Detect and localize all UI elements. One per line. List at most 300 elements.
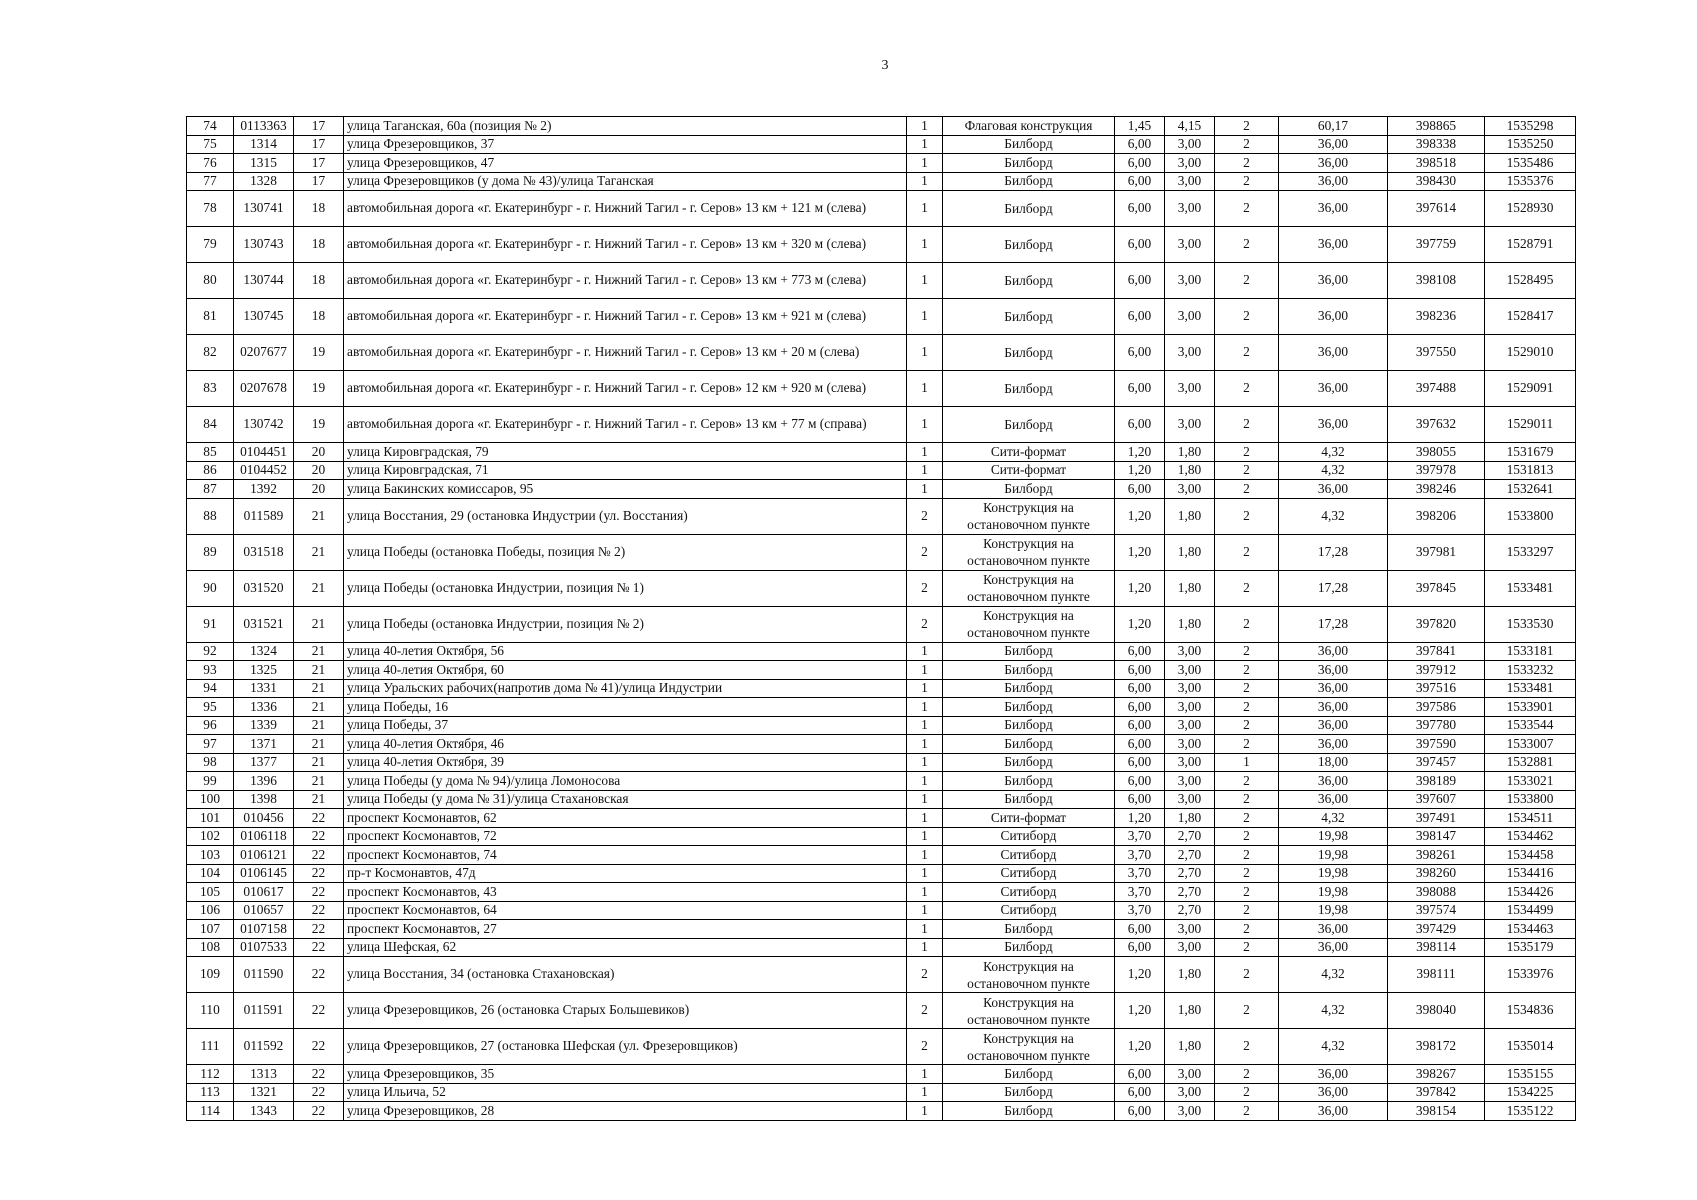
zone-cell: 22 [294,920,344,939]
table-row [187,1083,1576,1102]
address-cell: улица Победы (у дома № 94)/улица Ломоносова [344,772,907,791]
width-cell: 6,00 [1115,191,1165,227]
surface-count-cell: 2 [1215,883,1279,902]
height-cell: 2,70 [1165,901,1215,920]
table-row [187,1102,1576,1121]
coord-y-cell: 1534225 [1485,1083,1576,1102]
code-cell: 010617 [234,883,294,902]
sides-cell: 1 [907,846,943,865]
surface-count-cell: 2 [1215,1065,1279,1084]
row-number-cell: 106 [187,901,234,920]
address-cell: автомобильная дорога «г. Екатеринбург - г. Нижний Тагил - г. Серов» 13 км + 320 м (слева) [344,227,907,263]
height-cell: 2,70 [1165,846,1215,865]
surface-count-cell: 2 [1215,407,1279,443]
surface-count-cell: 2 [1215,299,1279,335]
table-row [187,920,1576,939]
height-cell: 3,00 [1165,135,1215,154]
height-cell: 3,00 [1165,716,1215,735]
sides-cell: 1 [907,864,943,883]
width-cell: 6,00 [1115,772,1165,791]
coord-x-cell: 398206 [1388,498,1485,534]
row-number-cell: 113 [187,1083,234,1102]
row-number-cell: 103 [187,846,234,865]
surface-count-cell: 2 [1215,443,1279,462]
height-cell: 3,00 [1165,1065,1215,1084]
table-row [187,864,1576,883]
code-cell: 130745 [234,299,294,335]
table-row [187,772,1576,791]
zone-cell: 21 [294,498,344,534]
width-cell: 6,00 [1115,661,1165,680]
width-cell: 1,20 [1115,461,1165,480]
zone-cell: 22 [294,827,344,846]
coord-x-cell: 398430 [1388,172,1485,191]
coord-y-cell: 1533181 [1485,642,1576,661]
surface-count-cell: 2 [1215,135,1279,154]
zone-cell: 22 [294,993,344,1029]
width-cell: 6,00 [1115,299,1165,335]
height-cell: 3,00 [1165,938,1215,957]
type-cell: Билборд [943,135,1115,154]
area-cell: 36,00 [1279,772,1388,791]
width-cell: 6,00 [1115,642,1165,661]
address-cell: улица Фрезеровщиков, 27 (остановка Шефская (ул. Фрезеровщиков) [344,1029,907,1065]
type-cell: Билборд [943,938,1115,957]
row-number-cell: 83 [187,371,234,407]
code-cell: 1321 [234,1083,294,1102]
row-number-cell: 78 [187,191,234,227]
area-cell: 36,00 [1279,480,1388,499]
row-number-cell: 89 [187,534,234,570]
coord-y-cell: 1533297 [1485,534,1576,570]
height-cell: 2,70 [1165,864,1215,883]
area-cell: 36,00 [1279,790,1388,809]
sides-cell: 1 [907,642,943,661]
coord-x-cell: 397759 [1388,227,1485,263]
type-cell: Билборд [943,1102,1115,1121]
zone-cell: 22 [294,883,344,902]
coord-y-cell: 1533544 [1485,716,1576,735]
code-cell: 130744 [234,263,294,299]
zone-cell: 22 [294,809,344,828]
sides-cell: 1 [907,299,943,335]
table-row [187,901,1576,920]
sides-cell: 1 [907,1065,943,1084]
coord-y-cell: 1535122 [1485,1102,1576,1121]
code-cell: 0207678 [234,371,294,407]
height-cell: 3,00 [1165,772,1215,791]
coord-x-cell: 397607 [1388,790,1485,809]
table-row [187,790,1576,809]
coord-y-cell: 1529011 [1485,407,1576,443]
row-number-cell: 114 [187,1102,234,1121]
table-row [187,809,1576,828]
width-cell: 1,20 [1115,534,1165,570]
area-cell: 19,98 [1279,864,1388,883]
code-cell: 0104452 [234,461,294,480]
table-row [187,154,1576,173]
coord-x-cell: 397488 [1388,371,1485,407]
code-cell: 1336 [234,698,294,717]
row-number-cell: 77 [187,172,234,191]
area-cell: 36,00 [1279,642,1388,661]
zone-cell: 17 [294,154,344,173]
type-cell: Билборд [943,172,1115,191]
type-cell: Конструкция на остановочном пункте [943,957,1115,993]
width-cell: 6,00 [1115,172,1165,191]
type-cell: Билборд [943,480,1115,499]
height-cell: 3,00 [1165,698,1215,717]
area-cell: 4,32 [1279,443,1388,462]
row-number-cell: 82 [187,335,234,371]
address-cell: проспект Космонавтов, 74 [344,846,907,865]
coord-y-cell: 1528417 [1485,299,1576,335]
area-cell: 36,00 [1279,1065,1388,1084]
zone-cell: 22 [294,957,344,993]
row-number-cell: 100 [187,790,234,809]
address-cell: проспект Космонавтов, 43 [344,883,907,902]
coord-x-cell: 397912 [1388,661,1485,680]
surface-count-cell: 2 [1215,191,1279,227]
area-cell: 36,00 [1279,716,1388,735]
zone-cell: 21 [294,642,344,661]
row-number-cell: 79 [187,227,234,263]
coord-y-cell: 1535179 [1485,938,1576,957]
sides-cell: 1 [907,901,943,920]
code-cell: 1377 [234,753,294,772]
coord-x-cell: 398055 [1388,443,1485,462]
area-cell: 36,00 [1279,1102,1388,1121]
height-cell: 1,80 [1165,809,1215,828]
width-cell: 3,70 [1115,846,1165,865]
table-row [187,642,1576,661]
surface-count-cell: 2 [1215,809,1279,828]
address-cell: улица Фрезеровщиков, 26 (остановка Старых Большевиков) [344,993,907,1029]
address-cell: улица Кировградская, 71 [344,461,907,480]
code-cell: 1343 [234,1102,294,1121]
type-cell: Билборд [943,154,1115,173]
coord-y-cell: 1533007 [1485,735,1576,754]
area-cell: 19,98 [1279,827,1388,846]
coord-x-cell: 398267 [1388,1065,1485,1084]
sides-cell: 1 [907,407,943,443]
height-cell: 1,80 [1165,1029,1215,1065]
area-cell: 19,98 [1279,846,1388,865]
coord-y-cell: 1531679 [1485,443,1576,462]
surface-count-cell: 2 [1215,1102,1279,1121]
surface-count-cell: 2 [1215,661,1279,680]
surface-count-cell: 2 [1215,920,1279,939]
height-cell: 1,80 [1165,957,1215,993]
surface-count-cell: 2 [1215,117,1279,136]
sides-cell: 2 [907,993,943,1029]
width-cell: 3,70 [1115,864,1165,883]
code-cell: 011592 [234,1029,294,1065]
coord-x-cell: 397429 [1388,920,1485,939]
coord-x-cell: 397574 [1388,901,1485,920]
table-row [187,135,1576,154]
sides-cell: 1 [907,154,943,173]
area-cell: 4,32 [1279,957,1388,993]
address-cell: улица Шефская, 62 [344,938,907,957]
height-cell: 3,00 [1165,172,1215,191]
coord-x-cell: 398172 [1388,1029,1485,1065]
zone-cell: 21 [294,772,344,791]
area-cell: 36,00 [1279,1083,1388,1102]
type-cell: Билборд [943,753,1115,772]
coord-y-cell: 1534416 [1485,864,1576,883]
zone-cell: 20 [294,443,344,462]
area-cell: 36,00 [1279,335,1388,371]
surface-count-cell: 2 [1215,154,1279,173]
surface-count-cell: 2 [1215,498,1279,534]
sides-cell: 2 [907,1029,943,1065]
table-row [187,172,1576,191]
address-cell: проспект Космонавтов, 72 [344,827,907,846]
width-cell: 6,00 [1115,227,1165,263]
width-cell: 6,00 [1115,335,1165,371]
zone-cell: 22 [294,1065,344,1084]
row-number-cell: 90 [187,570,234,606]
type-cell: Ситиборд [943,901,1115,920]
table-row [187,753,1576,772]
type-cell: Билборд [943,735,1115,754]
code-cell: 130741 [234,191,294,227]
row-number-cell: 87 [187,480,234,499]
area-cell: 36,00 [1279,938,1388,957]
height-cell: 3,00 [1165,1102,1215,1121]
row-number-cell: 74 [187,117,234,136]
table-row [187,606,1576,642]
code-cell: 1315 [234,154,294,173]
height-cell: 3,00 [1165,299,1215,335]
surface-count-cell: 2 [1215,993,1279,1029]
area-cell: 36,00 [1279,679,1388,698]
coord-y-cell: 1533021 [1485,772,1576,791]
surface-count-cell: 2 [1215,461,1279,480]
zone-cell: 21 [294,606,344,642]
address-cell: улица Победы, 16 [344,698,907,717]
sides-cell: 1 [907,135,943,154]
width-cell: 3,70 [1115,901,1165,920]
row-number-cell: 102 [187,827,234,846]
width-cell: 6,00 [1115,753,1165,772]
zone-cell: 22 [294,938,344,957]
table-row [187,716,1576,735]
zone-cell: 17 [294,117,344,136]
sides-cell: 1 [907,716,943,735]
code-cell: 031518 [234,534,294,570]
code-cell: 1314 [234,135,294,154]
width-cell: 6,00 [1115,135,1165,154]
coord-y-cell: 1532881 [1485,753,1576,772]
type-cell: Сити-формат [943,443,1115,462]
row-number-cell: 92 [187,642,234,661]
placement-table [186,116,1576,1121]
table-row [187,498,1576,534]
height-cell: 3,00 [1165,335,1215,371]
area-cell: 36,00 [1279,920,1388,939]
area-cell: 36,00 [1279,263,1388,299]
code-cell: 1324 [234,642,294,661]
sides-cell: 1 [907,790,943,809]
address-cell: улица Уральских рабочих(напротив дома № 41)/улица Индустрии [344,679,907,698]
width-cell: 1,20 [1115,993,1165,1029]
coord-y-cell: 1533901 [1485,698,1576,717]
address-cell: улица Кировградская, 79 [344,443,907,462]
code-cell: 1313 [234,1065,294,1084]
address-cell: улица Восстания, 29 (остановка Индустрии (ул. Восстания) [344,498,907,534]
address-cell: проспект Космонавтов, 62 [344,809,907,828]
area-cell: 19,98 [1279,901,1388,920]
area-cell: 4,32 [1279,498,1388,534]
type-cell: Конструкция на остановочном пункте [943,993,1115,1029]
height-cell: 3,00 [1165,263,1215,299]
zone-cell: 20 [294,480,344,499]
width-cell: 6,00 [1115,1083,1165,1102]
row-number-cell: 85 [187,443,234,462]
area-cell: 36,00 [1279,698,1388,717]
row-number-cell: 97 [187,735,234,754]
row-number-cell: 91 [187,606,234,642]
area-cell: 36,00 [1279,407,1388,443]
sides-cell: 1 [907,938,943,957]
zone-cell: 19 [294,407,344,443]
table-row [187,480,1576,499]
height-cell: 3,00 [1165,920,1215,939]
height-cell: 3,00 [1165,661,1215,680]
address-cell: улица Фрезеровщиков, 47 [344,154,907,173]
sides-cell: 1 [907,335,943,371]
sides-cell: 2 [907,570,943,606]
coord-x-cell: 397841 [1388,642,1485,661]
code-cell: 0106145 [234,864,294,883]
width-cell: 6,00 [1115,371,1165,407]
width-cell: 6,00 [1115,1102,1165,1121]
coord-x-cell: 397842 [1388,1083,1485,1102]
surface-count-cell: 2 [1215,938,1279,957]
sides-cell: 1 [907,443,943,462]
coord-x-cell: 397981 [1388,534,1485,570]
row-number-cell: 101 [187,809,234,828]
table-row [187,827,1576,846]
row-number-cell: 111 [187,1029,234,1065]
height-cell: 1,80 [1165,461,1215,480]
sides-cell: 1 [907,172,943,191]
area-cell: 4,32 [1279,1029,1388,1065]
sides-cell: 2 [907,534,943,570]
type-cell: Конструкция на остановочном пункте [943,606,1115,642]
coord-x-cell: 398040 [1388,993,1485,1029]
coord-x-cell: 397780 [1388,716,1485,735]
table-row [187,698,1576,717]
sides-cell: 1 [907,117,943,136]
coord-y-cell: 1535486 [1485,154,1576,173]
address-cell: улица Фрезеровщиков, 28 [344,1102,907,1121]
width-cell: 6,00 [1115,263,1165,299]
zone-cell: 19 [294,335,344,371]
coord-y-cell: 1533481 [1485,679,1576,698]
zone-cell: 21 [294,661,344,680]
coord-y-cell: 1535014 [1485,1029,1576,1065]
coord-y-cell: 1531813 [1485,461,1576,480]
type-cell: Билборд [943,299,1115,335]
type-cell: Билборд [943,191,1115,227]
coord-x-cell: 397550 [1388,335,1485,371]
row-number-cell: 108 [187,938,234,957]
table-row [187,1029,1576,1065]
coord-y-cell: 1534463 [1485,920,1576,939]
code-cell: 1371 [234,735,294,754]
height-cell: 1,80 [1165,443,1215,462]
zone-cell: 21 [294,534,344,570]
address-cell: автомобильная дорога «г. Екатеринбург - г. Нижний Тагил - г. Серов» 13 км + 77 м (справа) [344,407,907,443]
type-cell: Билборд [943,661,1115,680]
width-cell: 6,00 [1115,679,1165,698]
area-cell: 4,32 [1279,461,1388,480]
coord-x-cell: 397586 [1388,698,1485,717]
surface-count-cell: 2 [1215,1029,1279,1065]
sides-cell: 2 [907,498,943,534]
table-row [187,191,1576,227]
sides-cell: 2 [907,957,943,993]
zone-cell: 18 [294,191,344,227]
coord-y-cell: 1532641 [1485,480,1576,499]
type-cell: Билборд [943,371,1115,407]
height-cell: 3,00 [1165,154,1215,173]
area-cell: 36,00 [1279,135,1388,154]
coord-x-cell: 397614 [1388,191,1485,227]
address-cell: улица Победы, 37 [344,716,907,735]
row-number-cell: 80 [187,263,234,299]
surface-count-cell: 2 [1215,534,1279,570]
coord-x-cell: 398147 [1388,827,1485,846]
area-cell: 36,00 [1279,661,1388,680]
row-number-cell: 86 [187,461,234,480]
surface-count-cell: 2 [1215,735,1279,754]
coord-x-cell: 398236 [1388,299,1485,335]
width-cell: 6,00 [1115,716,1165,735]
table-row [187,407,1576,443]
coord-x-cell: 397491 [1388,809,1485,828]
zone-cell: 18 [294,227,344,263]
surface-count-cell: 2 [1215,827,1279,846]
code-cell: 1328 [234,172,294,191]
area-cell: 36,00 [1279,735,1388,754]
zone-cell: 19 [294,371,344,407]
table-row [187,661,1576,680]
width-cell: 6,00 [1115,407,1165,443]
row-number-cell: 75 [187,135,234,154]
zone-cell: 18 [294,263,344,299]
surface-count-cell: 2 [1215,957,1279,993]
height-cell: 3,00 [1165,1083,1215,1102]
zone-cell: 22 [294,1083,344,1102]
coord-y-cell: 1533800 [1485,498,1576,534]
type-cell: Флаговая конструкция [943,117,1115,136]
width-cell: 6,00 [1115,698,1165,717]
surface-count-cell: 2 [1215,716,1279,735]
height-cell: 1,80 [1165,534,1215,570]
address-cell: улица Фрезеровщиков (у дома № 43)/улица Таганская [344,172,907,191]
code-cell: 0104451 [234,443,294,462]
zone-cell: 20 [294,461,344,480]
code-cell: 1339 [234,716,294,735]
table-row [187,335,1576,371]
coord-x-cell: 397516 [1388,679,1485,698]
row-number-cell: 94 [187,679,234,698]
zone-cell: 22 [294,864,344,883]
